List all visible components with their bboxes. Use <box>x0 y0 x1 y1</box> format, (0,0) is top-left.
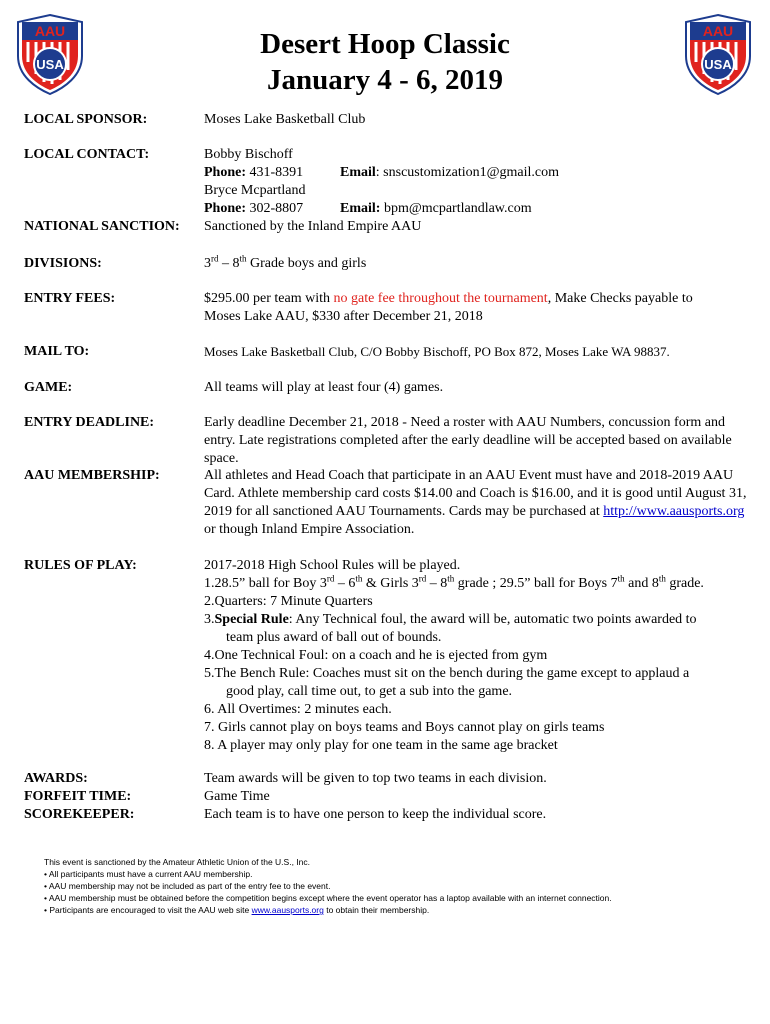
svg-text:USA: USA <box>36 57 64 72</box>
membership-text: All athletes and Head Coach that participate in an AAU Event must have and 2018-2019 AAU Card. Athlete membership card costs $14.00 and Coach is $16.00, and it is good until August 31, 2019 for all sanctioned AAU Tournaments. Cards may be purchased at <box>204 468 747 519</box>
contact-line-2 <box>204 200 752 218</box>
event-title: Desert Hoop Classic <box>260 28 510 60</box>
email-1-group <box>340 164 559 182</box>
awards-value: Team awards will be given to top two teams in each division. <box>204 771 547 786</box>
aausports-link[interactable]: http://www.aausports.org <box>603 504 745 519</box>
rule-1 <box>204 575 752 593</box>
sponsor-label: LOCAL SPONSOR: <box>24 112 148 127</box>
email-2: bpm@mcpartlandlaw.com <box>380 201 532 216</box>
scorekeeper-label: SCOREKEEPER: <box>24 807 135 822</box>
contact-line-1 <box>204 164 752 182</box>
footer-line-3: • AAU membership may not be included as part of the entry fee to the event. <box>44 881 331 891</box>
div-mid: – 8 <box>218 256 240 271</box>
rule-6: 6. All Overtimes: 2 minutes each. <box>204 702 392 717</box>
r1s1: rd <box>326 573 335 584</box>
svg-text:AAU: AAU <box>702 23 734 39</box>
membership-tail: or though Inland Empire Association. <box>204 522 415 537</box>
fees-label: ENTRY FEES: <box>24 291 116 306</box>
r1s5: th <box>617 573 625 584</box>
footer-aausports-link[interactable]: www.aausports.org <box>251 905 324 915</box>
sanction-label: NATIONAL SANCTION: <box>24 219 180 234</box>
rule-8: 8. A player may only play for one team in the same age bracket <box>204 738 558 753</box>
mail-value: Moses Lake Basketball Club, C/O Bobby Bischoff, PO Box 872, Moses Lake WA 98837. <box>204 344 670 359</box>
email-1: : snscustomization1@gmail.com <box>375 165 559 180</box>
r3-bold: Special Rule <box>214 612 289 627</box>
rule-7: 7. Girls cannot play on boys teams and Boys cannot play on girls teams <box>204 720 605 735</box>
event-dates: January 4 - 6, 2019 <box>266 64 504 96</box>
r1g: grade. <box>665 576 704 591</box>
rule-4: 4.One Technical Foul: on a coach and he is ejected from gym <box>204 648 548 663</box>
fees-red: no gate fee throughout the tournament <box>333 291 548 306</box>
sanction-footer <box>44 856 744 916</box>
game-label: GAME: <box>24 380 73 395</box>
div-sup1: rd <box>211 253 219 264</box>
r1d: – 8 <box>426 576 448 591</box>
email-label: Email <box>340 165 376 180</box>
r3-text: : Any Technical foul, the award will be, automatic two points awarded to <box>288 612 697 627</box>
forfeit-value: Game Time <box>204 789 270 804</box>
rule-5-cont: good play, call time out, to get a sub into the game. <box>226 684 513 699</box>
r1s3: rd <box>418 573 427 584</box>
div-post: Grade boys and girls <box>246 256 367 271</box>
r1c: & Girls 3 <box>362 576 419 591</box>
awards-label: AWARDS: <box>24 771 88 786</box>
fees-value <box>204 290 752 326</box>
rule-3-cont: team plus award of ball out of bounds. <box>226 630 442 645</box>
r1f: and 8 <box>624 576 659 591</box>
r1s2: th <box>355 573 363 584</box>
sponsor-value: Moses Lake Basketball Club <box>204 112 366 127</box>
fees-part2: , Make Checks payable to <box>547 291 693 306</box>
contact-name-1: Bobby Bischoff <box>204 147 293 162</box>
rule-2: 2.Quarters: 7 Minute Quarters <box>204 594 373 609</box>
mail-label: MAIL TO: <box>24 344 90 359</box>
r1a: 1.28.5” ball for Boy 3 <box>204 576 327 591</box>
phone-1: 431-8391 <box>246 165 304 180</box>
fees-line2: Moses Lake AAU, $330 after December 21, 2018 <box>204 309 483 324</box>
rule-3 <box>204 611 752 629</box>
svg-text:AAU: AAU <box>34 23 66 39</box>
divisions-label: DIVISIONS: <box>24 256 102 271</box>
footer-line-2: • All participants must have a current AAU membership. <box>44 869 253 879</box>
contact-label: LOCAL CONTACT: <box>24 147 150 162</box>
phone-2: 302-8807 <box>246 201 304 216</box>
footer-line5-a: • Participants are encouraged to visit the AAU web site <box>44 905 252 915</box>
footer-line-1: This event is sanctioned by the Amateur Athletic Union of the U.S., Inc. <box>44 857 311 867</box>
membership-value <box>204 467 752 539</box>
rules-intro: 2017-2018 High School Rules will be played. <box>204 558 461 573</box>
r1s4: th <box>447 573 455 584</box>
phone-label-2: Phone: <box>204 201 246 216</box>
contact-block <box>204 146 752 218</box>
email-label-2: Email: <box>340 201 381 216</box>
email-2-group <box>340 200 532 218</box>
r1e: grade ; 29.5” ball for Boys 7 <box>454 576 618 591</box>
footer-line-5 <box>44 904 744 916</box>
footer-line-4: • AAU membership must be obtained before the competition begins except where the event operator has a laptop available with an internet connection. <box>44 893 612 903</box>
footer-line5-b: to obtain their membership. <box>323 905 430 915</box>
rules-label: RULES OF PLAY: <box>24 558 137 573</box>
svg-text:USA: USA <box>704 57 732 72</box>
divisions-value <box>204 255 752 273</box>
fees-part1: $295.00 per team with <box>204 291 334 306</box>
forfeit-label: FORFEIT TIME: <box>24 789 132 804</box>
game-value: All teams will play at least four (4) games. <box>204 380 444 395</box>
r1s6: th <box>658 573 666 584</box>
deadline-label: ENTRY DEADLINE: <box>24 415 155 430</box>
div-sup2: th <box>239 253 247 264</box>
deadline-value: Early deadline December 21, 2018 - Need a roster with AAU Numbers, concussion form and entry. Late registrations completed after the early deadline will be accepted based on available space. <box>204 415 732 466</box>
r3-num: 3. <box>204 612 215 627</box>
div-pre: 3 <box>204 256 211 271</box>
r1b: – 6 <box>334 576 356 591</box>
scorekeeper-value: Each team is to have one person to keep the individual score. <box>204 807 547 822</box>
phone-label: Phone: <box>204 165 246 180</box>
rule-5: 5.The Bench Rule: Coaches must sit on the bench during the game except to applaud a <box>204 666 690 681</box>
membership-label: AAU MEMBERSHIP: <box>24 468 160 483</box>
rules-list <box>204 557 752 755</box>
sanction-value: Sanctioned by the Inland Empire AAU <box>204 219 422 234</box>
contact-name-2: Bryce Mcpartland <box>204 183 306 198</box>
